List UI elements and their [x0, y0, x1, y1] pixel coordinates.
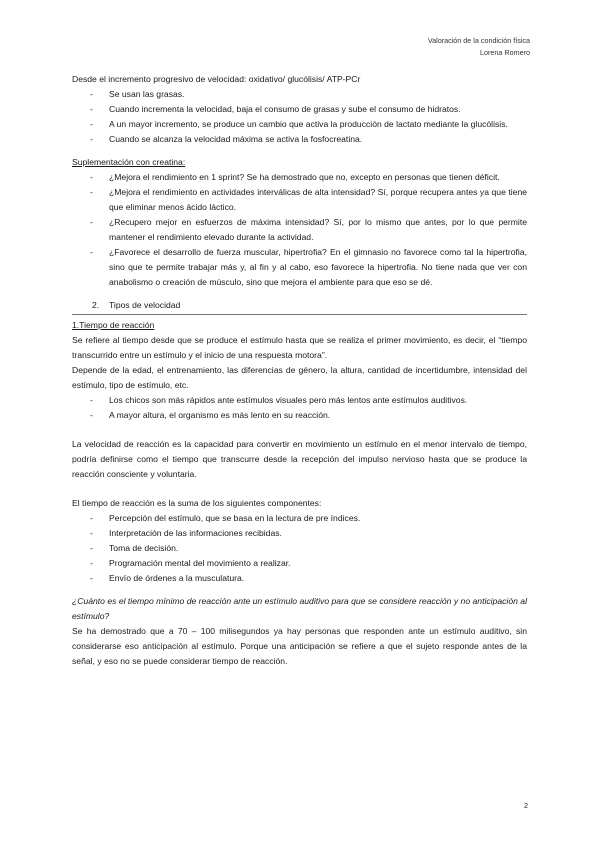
answer: Se ha demostrado que a 70 – 100 milisegundos ya hay personas que responden ante un estímulo auditivo, sin considerarse eso anticipación al estímulo. Porque una anticipación se refiere a que el sujeto responde antes de la señal, y eso no se puede considerar tiempo de reacción. — [72, 626, 527, 666]
paragraph: La velocidad de reacción es la capacidad para convertir en movimiento un estímulo en el menor intervalo de tiempo, podría definirse como el tiempo que transcurre desde la recepción del impulso nervioso hasta que se produce la reacción consciente y voluntaria. — [72, 439, 527, 479]
list-item: - ¿Mejora el rendimiento en 1 sprint? Se ha demostrado que no, excepto en personas que tienen déficit. — [90, 172, 500, 182]
list-item: - A un mayor incremento, se produce un cambio que activa la producción de lactato mediante la glucólisis. — [90, 119, 508, 129]
intro-title: Desde el incremento progresivo de velocidad: oxidativo/ glucólisis/ ATP-PCr — [72, 74, 361, 84]
components-list — [72, 511, 527, 586]
section-title: Tipos de velocidad — [109, 300, 181, 310]
list-item: - Programación mental del movimiento a realizar. — [90, 558, 291, 568]
list-item: - Toma de decisión. — [90, 543, 179, 553]
list-item: - ¿Mejora el rendimiento en actividades interválicas de alta intensidad? Sí, porque recupera antes ya que tiene que eliminar menos ácido láctico. — [90, 187, 527, 212]
list-item: - Se usan las grasas. — [90, 89, 185, 99]
page-header — [428, 35, 530, 59]
list-item: - Interpretación de las informaciones recibidas. — [90, 528, 282, 538]
intro-list — [72, 87, 527, 147]
subsection-title: 1.Tiempo de reacción — [72, 320, 155, 330]
list-item: - Cuando se alcanza la velocidad máxima se activa la fosfocreatina. — [90, 134, 363, 144]
creatina-title: Suplementación con creatina: — [72, 157, 186, 167]
page-content — [72, 72, 527, 669]
header-author: Lorena Romero — [480, 48, 530, 57]
list-item: - Percepción del estímulo, que se basa en la lectura de pre índices. — [90, 513, 361, 523]
list-item: - Los chicos son más rápidos ante estímulos visuales pero más lentos ante estímulos auditivos. — [90, 395, 468, 405]
list-item: - ¿Recupero mejor en esfuerzos de máxima intensidad? Sí, por lo mismo que antes, por lo que permite mantener el rendimiento elevado durante la actividad. — [90, 217, 527, 242]
reaccion-list — [72, 393, 527, 423]
header-document-title: Valoración de la condición física — [427, 36, 530, 45]
list-item: - ¿Favorece el desarrollo de fuerza muscular, hipertrofia? En el gimnasio no favorece como tal la hipertrofia, sino que te permite trabajar más y, al fin y al cabo, eso favorece la hipertrofia. No tiene nada que ver con anabolismo o creación de músculo, sino que mejora el ambiente para que eso se dé. — [90, 247, 527, 287]
list-item: - Envío de órdenes a la musculatura. — [90, 573, 245, 583]
page-number: 2 — [524, 801, 528, 810]
list-item: - A mayor altura, el organismo es más lento en su reacción. — [90, 410, 331, 420]
section-heading — [72, 298, 527, 315]
question: ¿Cuánto es el tiempo mínimo de reacción ante un estímulo auditivo para que se considere reacción y no anticipación al estímulo? — [72, 596, 527, 621]
creatina-list — [72, 170, 527, 290]
paragraph: El tiempo de reacción es la suma de los siguientes componentes: — [72, 498, 322, 508]
list-item: - Cuando incrementa la velocidad, baja el consumo de grasas y sube el consumo de hidratos. — [90, 104, 461, 114]
paragraph: Depende de la edad, el entrenamiento, las diferencias de género, la altura, cantidad de incertidumbre, intensidad del estímulo, tipo de estímulo, etc. — [72, 365, 527, 390]
paragraph: Se refiere al tiempo desde que se produce el estímulo hasta que se realiza el primer movimiento, es decir, el “tiempo transcurrido entre un estímulo y el inicio de una respuesta motora”. — [72, 335, 527, 360]
section-number: 2. — [92, 300, 100, 310]
